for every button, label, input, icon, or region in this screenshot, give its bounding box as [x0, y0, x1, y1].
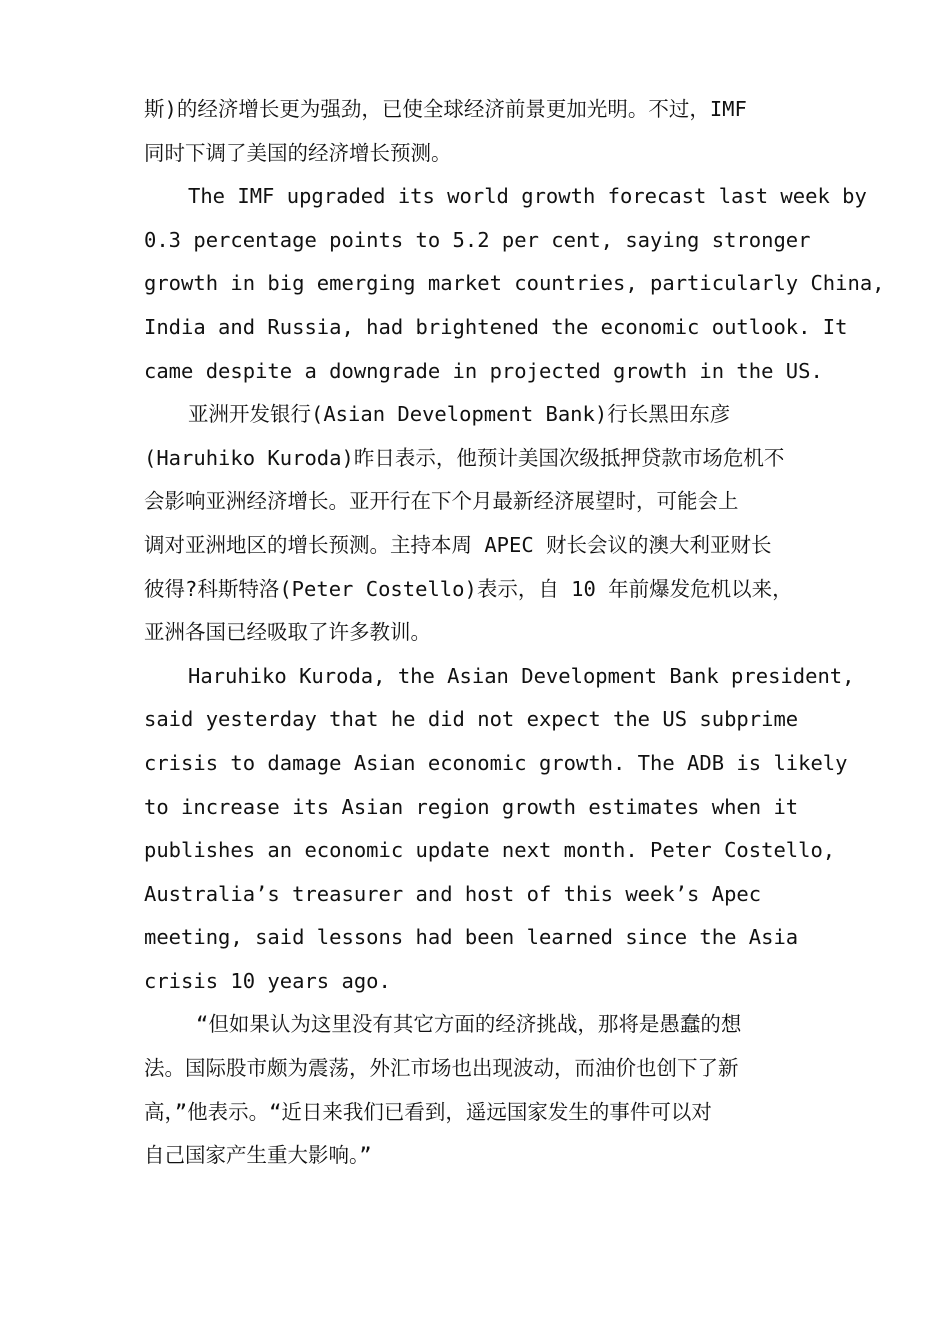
- text-line: Australia’s treasurer and host of this week’s Apec: [144, 881, 762, 906]
- text-line: growth in big emerging market countries, particularly China,: [144, 271, 885, 296]
- text-line: said yesterday that he did not expect the US subprime: [144, 707, 799, 732]
- text-line: 同时下调了美国的经济增长预测。: [144, 140, 452, 165]
- text-line: crisis 10 years ago.: [144, 968, 391, 993]
- paragraph-english-adb-kuroda: [144, 655, 855, 1004]
- paragraph-chinese-imf-continued: [144, 88, 816, 175]
- document-body: [144, 88, 885, 1178]
- text-line: meeting, said lessons had been learned since the Asia: [144, 925, 799, 950]
- text-line: (Haruhiko Kuroda)昨日表示，他预计美国次级抵押贷款市场危机不: [144, 445, 785, 470]
- text-line: 会影响亚洲经济增长。亚开行在下个月最新经济展望时，可能会上: [144, 489, 739, 514]
- text-line: “但如果认为这里没有其它方面的经济挑战，那将是愚蠢的想: [196, 1012, 742, 1037]
- text-line: Haruhiko Kuroda, the Asian Development Bank president,: [188, 663, 855, 688]
- paragraph-chinese-adb-kuroda: [144, 393, 816, 655]
- text-line: 自己国家产生重大影响。”: [144, 1143, 372, 1168]
- text-line: 亚洲各国已经吸取了许多教训。: [144, 620, 431, 645]
- text-line: came despite a downgrade in projected growth in the US.: [144, 358, 823, 383]
- text-line: to increase its Asian region growth estimates when it: [144, 794, 799, 819]
- text-line: 彼得?科斯特洛(Peter Costello)表示，自 10 年前爆发危机以来，: [144, 576, 793, 601]
- text-line: 0.3 percentage points to 5.2 per cent, saying stronger: [144, 227, 811, 252]
- text-line: 法。国际股市颇为震荡，外汇市场也出现波动，而油价也创下了新: [144, 1056, 739, 1081]
- text-line: publishes an economic update next month. Peter Costello,: [144, 838, 836, 863]
- text-line: crisis to damage Asian economic growth. The ADB is likely: [144, 750, 848, 775]
- text-line: 高，”他表示。“近日来我们已看到，遥远国家发生的事件可以对: [144, 1099, 712, 1124]
- paragraph-english-imf-forecast: [144, 175, 885, 393]
- text-line: 亚洲开发银行(Asian Development Bank)行长黑田东彦: [188, 402, 731, 427]
- text-line: 调对亚洲地区的增长预测。主持本周 APEC 财长会议的澳大利亚财长: [144, 532, 772, 557]
- paragraph-chinese-costello-quote: [144, 1003, 816, 1177]
- text-line: 斯)的经济增长更为强劲，已使全球经济前景更加光明。不过，IMF: [144, 97, 747, 121]
- text-line: India and Russia, had brightened the economic outlook. It: [144, 314, 848, 339]
- text-line: The IMF upgraded its world growth forecast last week by: [188, 184, 867, 209]
